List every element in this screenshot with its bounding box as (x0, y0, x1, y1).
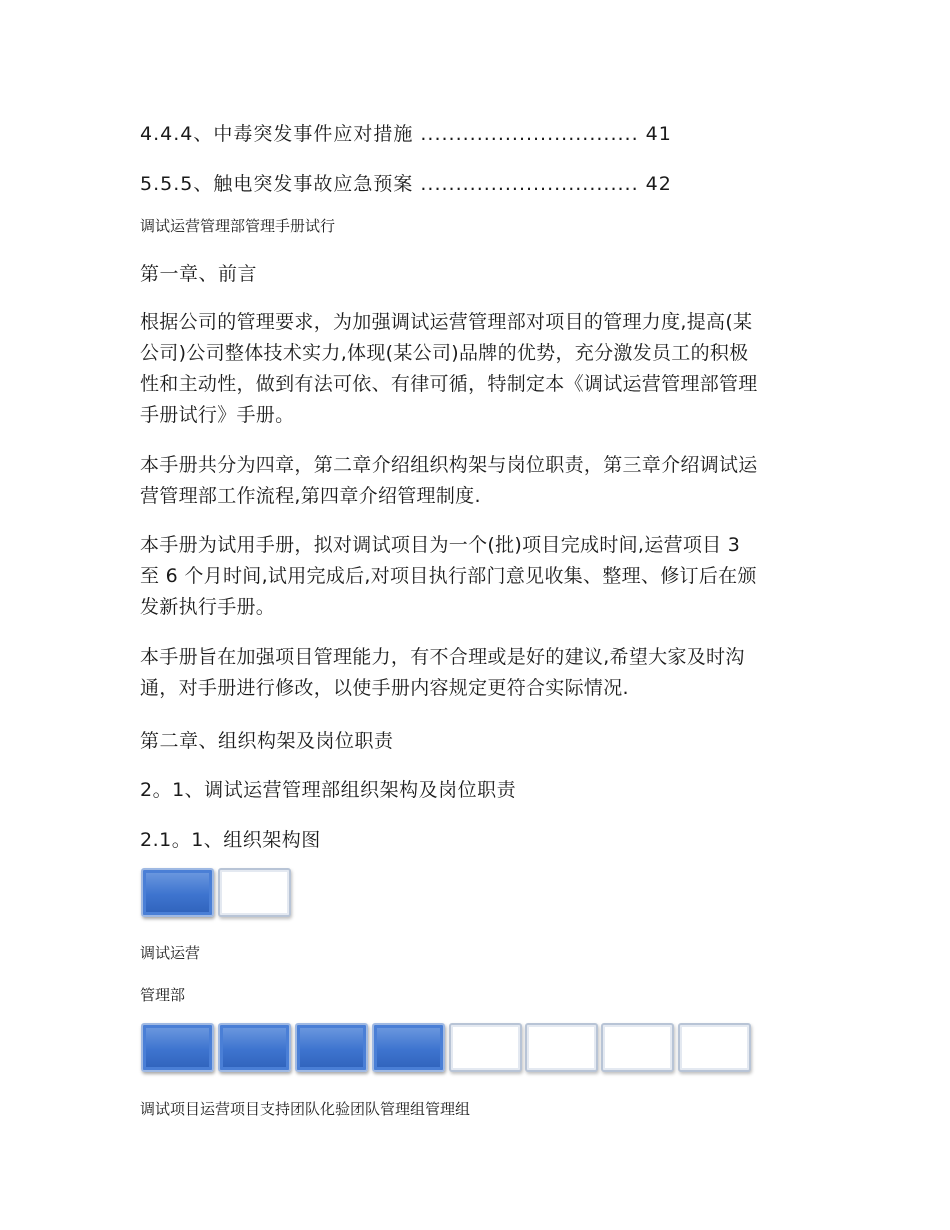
org-chart-box-empty (678, 1023, 751, 1072)
paragraph-intro (140, 307, 820, 431)
paragraph-line: 公司)公司整体技术实力,体现(某公司)品牌的优势，充分激发员工的积极 (140, 342, 749, 364)
document-title: 调试运营管理部管理手册试行 (140, 217, 336, 235)
org-chart-box-empty (218, 868, 291, 917)
org-chart-box-empty (449, 1023, 522, 1072)
toc-entry-page: 42 (645, 173, 672, 195)
paragraph-line: 性和主动性，做到有法可依、有律可循，特制定本《调试运营管理部管理 (140, 373, 758, 395)
paragraph-line: 本手册共分为四章，第二章介绍组织构架与岗位职责，第三章介绍调试运 (140, 454, 758, 476)
paragraph-trial (140, 530, 820, 623)
org-chart-box-filled (141, 1023, 214, 1072)
paragraph-line: 本手册旨在加强项目管理能力，有不合理或是好的建议,希望大家及时沟 (140, 646, 745, 668)
toc-entry[interactable] (140, 169, 672, 196)
org-chart-box-empty (525, 1023, 598, 1072)
toc-entry-text: 5.5.5、触电突发事故应急预案 ............................... (140, 173, 639, 195)
paragraph-line: 营管理部工作流程,第四章介绍管理制度. (140, 485, 481, 507)
paragraph-line: 通，对手册进行修改，以使手册内容规定更符合实际情况. (140, 677, 629, 699)
toc-entry[interactable] (140, 119, 672, 146)
paragraph-line: 至 6 个月时间,试用完成后,对项目执行部门意见收集、整理、修订后在颁 (140, 565, 757, 587)
section-2-1-heading: 2。1、调试运营管理部组织架构及岗位职责 (140, 779, 517, 801)
chapter-2-heading: 第二章、组织构架及岗位职责 (140, 730, 394, 752)
org-chart-box-filled (372, 1023, 445, 1072)
org-chart-label: 调试运营 (140, 944, 201, 962)
paragraph-line: 发新执行手册。 (140, 596, 276, 618)
org-chart-box-empty (601, 1023, 674, 1072)
paragraph-line: 本手册为试用手册，拟对调试项目为一个(批)项目完成时间,运营项目 3 (140, 534, 741, 556)
paragraph-structure (140, 450, 820, 512)
section-2-1-1-heading: 2.1。1、组织架构图 (140, 829, 321, 851)
toc-entry-page: 41 (645, 123, 672, 145)
org-chart-box-filled (218, 1023, 291, 1072)
toc-entry-text: 4.4.4、中毒突发事件应对措施 ............................... (140, 123, 639, 145)
org-chart-box-filled (141, 868, 214, 917)
org-chart-label: 调试项目运营项目支持团队化验团队管理组管理组 (140, 1100, 471, 1118)
org-chart-box-filled (295, 1023, 368, 1072)
paragraph-line: 根据公司的管理要求，为加强调试运营管理部对项目的管理力度,提高(某 (140, 311, 753, 333)
paragraph-line: 手册试行》手册。 (140, 404, 295, 426)
paragraph-purpose (140, 642, 820, 704)
chapter-1-heading: 第一章、前言 (140, 263, 258, 285)
org-chart-label: 管理部 (140, 986, 186, 1004)
